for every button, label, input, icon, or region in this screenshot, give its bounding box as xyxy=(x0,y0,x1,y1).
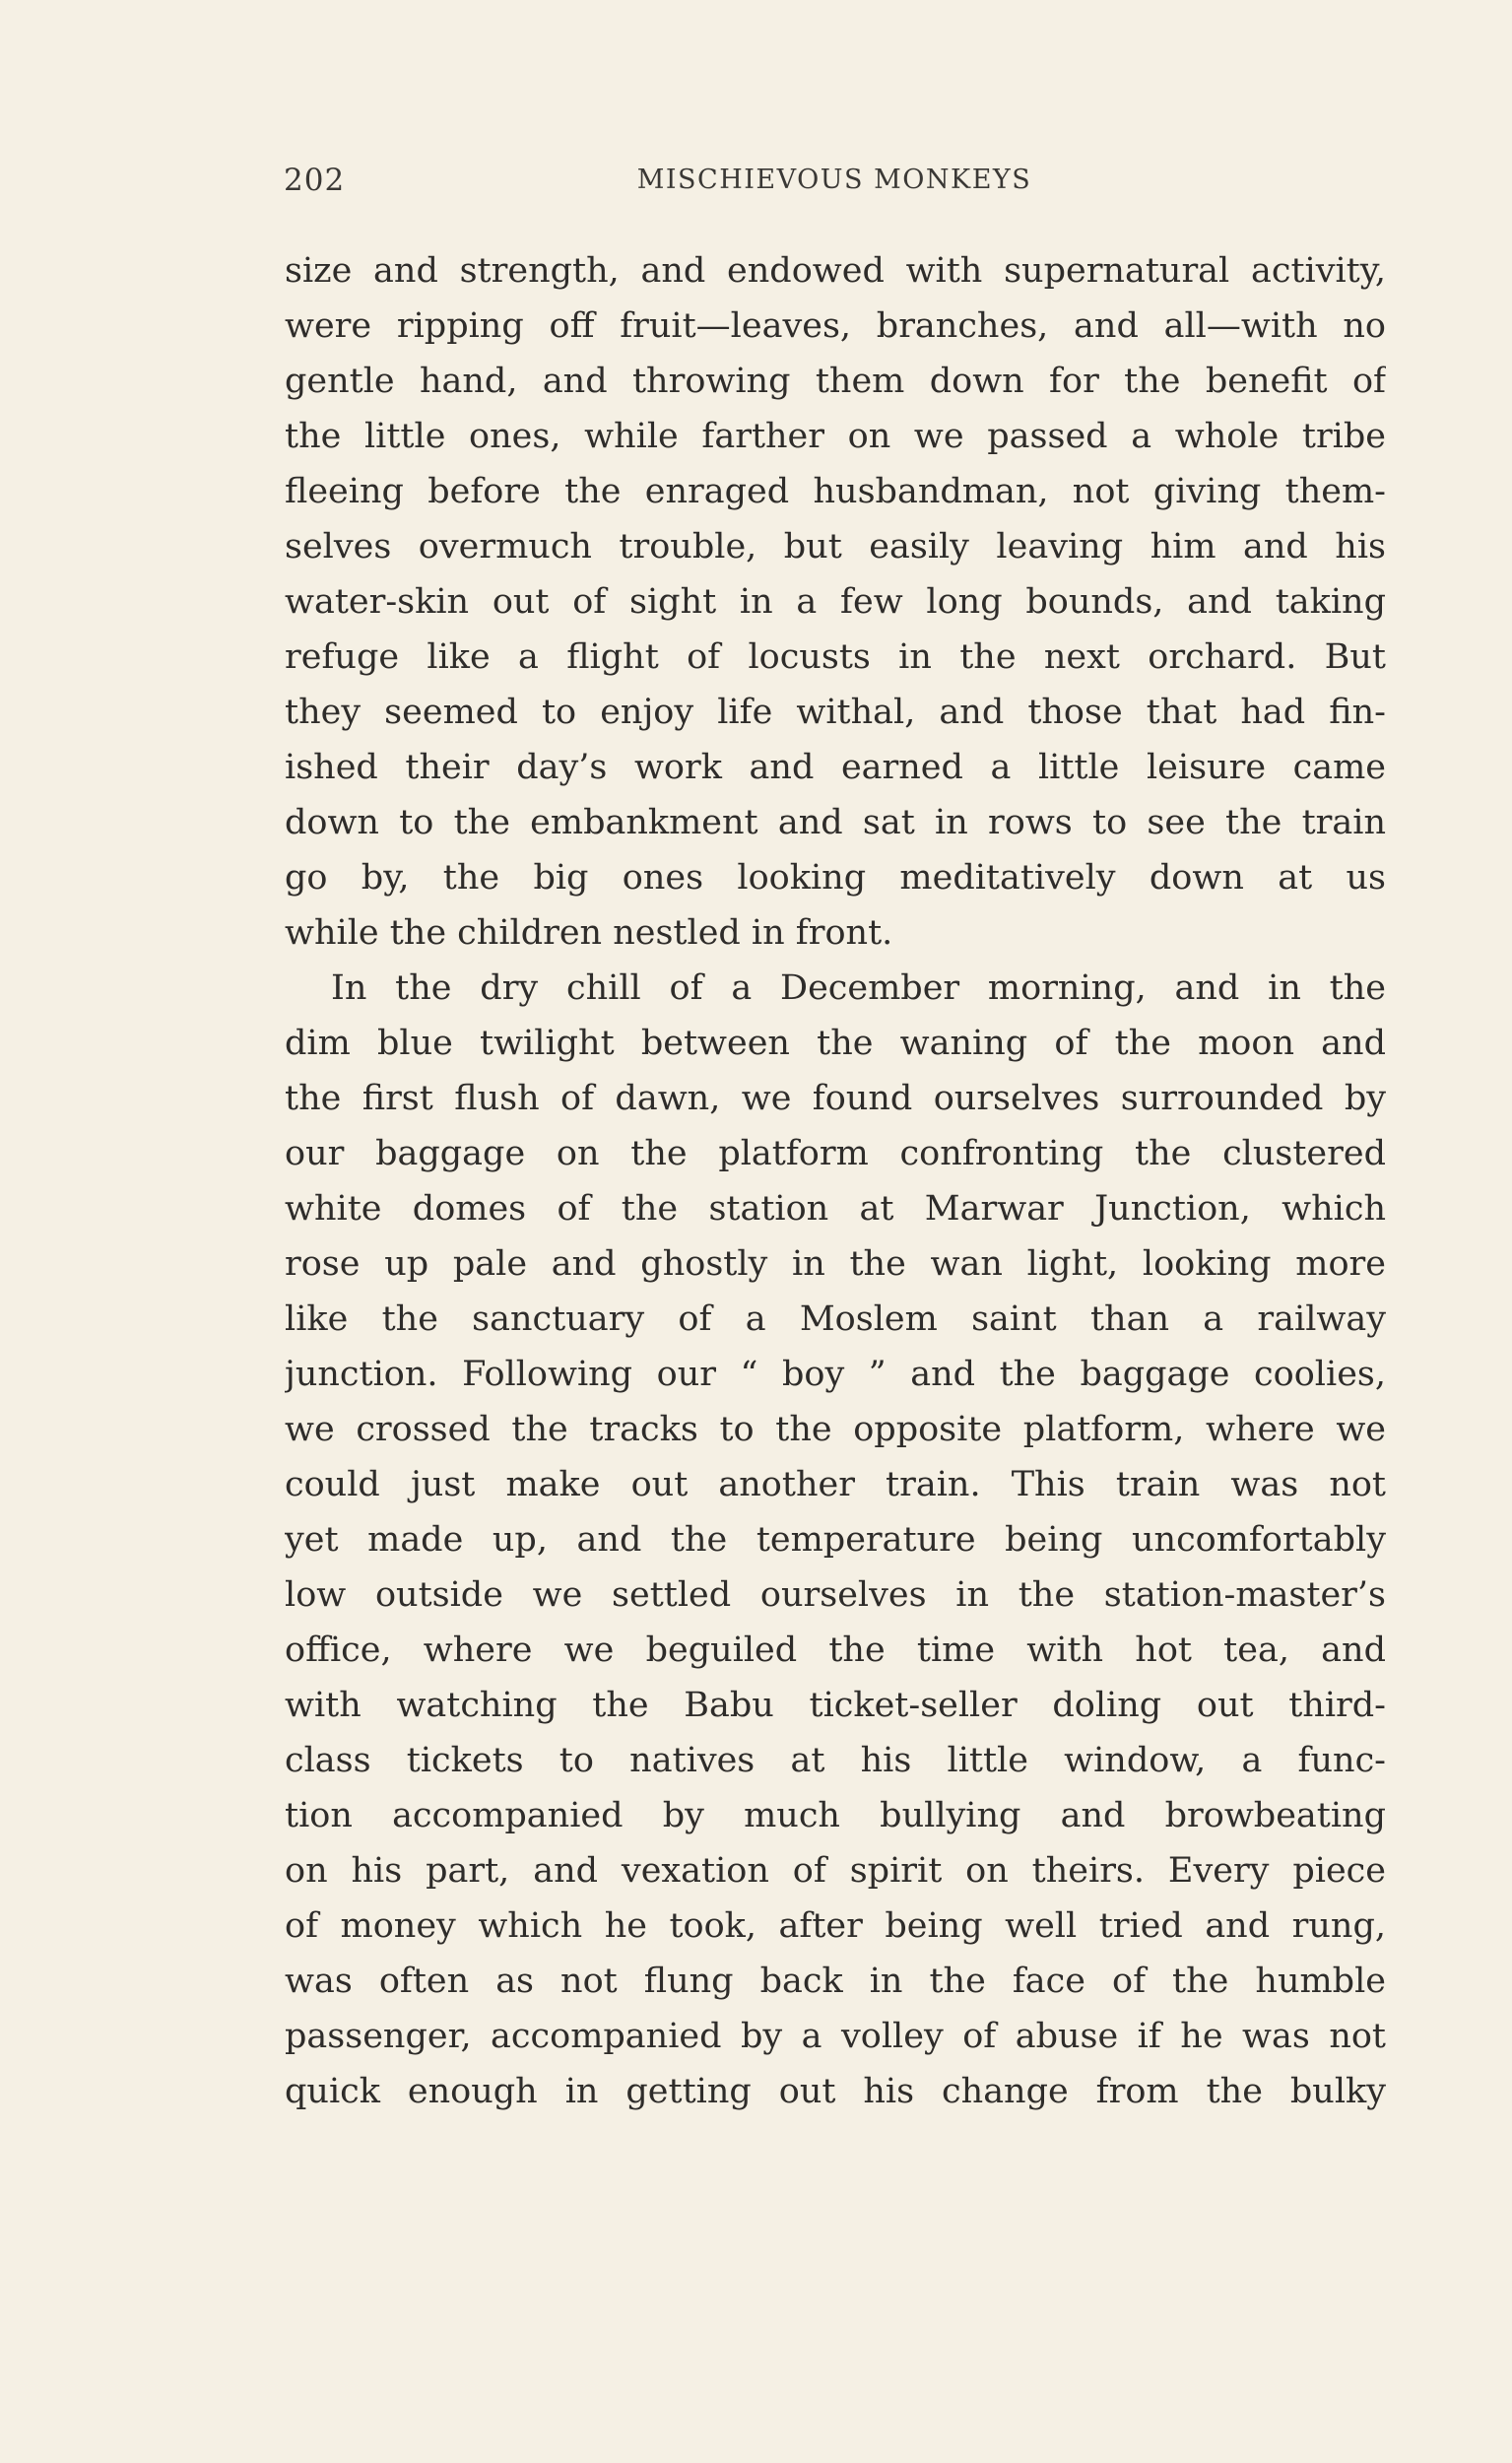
text-line: rose up pale and ghostly in the wan light, looking more xyxy=(285,1244,1386,1284)
text-line: dim blue twilight between the waning of the moon and xyxy=(285,1024,1386,1063)
text-line: of money which he took, after being well tried and rung, xyxy=(285,1906,1386,1946)
text-line: with watching the Babu ticket-seller doling out third- xyxy=(285,1686,1386,1725)
text-line: size and strength, and endowed with supernatural activity, xyxy=(285,251,1386,291)
text-line: white domes of the station at Marwar Junction, which xyxy=(285,1189,1386,1229)
text-line: selves overmuch trouble, but easily leaving him and his xyxy=(285,527,1386,566)
text-line: down to the embankment and sat in rows to see the train xyxy=(285,803,1386,842)
text-line: go by, the big ones looking meditatively down at us xyxy=(285,858,1386,898)
running-head xyxy=(284,163,1385,206)
text-line: we crossed the tracks to the opposite platform, where we xyxy=(285,1410,1386,1449)
text-line: water-skin out of sight in a few long bounds, and taking xyxy=(285,582,1386,622)
body-text xyxy=(285,243,1386,2119)
text-line: ished their day’s work and earned a little leisure came xyxy=(285,748,1386,787)
text-line: could just make out another train. This train was not xyxy=(285,1465,1386,1504)
text-line: gentle hand, and throwing them down for the benefit of xyxy=(285,362,1386,401)
paragraph-first-line: In the dry chill of a December morning, and in the xyxy=(331,968,1386,1008)
text-line: tion accompanied by much bullying and browbeating xyxy=(285,1796,1386,1835)
text-line: was often as not flung back in the face of the humble xyxy=(285,1962,1386,2001)
text-line: they seemed to enjoy life withal, and those that had fin- xyxy=(285,693,1386,732)
text-line: low outside we settled ourselves in the station-master’s xyxy=(285,1575,1386,1615)
running-title: MISCHIEVOUS MONKEYS xyxy=(636,165,1032,195)
text-line: class tickets to natives at his little window, a func- xyxy=(285,1741,1386,1780)
text-line: refuge like a flight of locusts in the next orchard. But xyxy=(285,637,1386,677)
text-line: on his part, and vexation of spirit on theirs. Every piece xyxy=(285,1851,1386,1891)
text-line: our baggage on the platform confronting the clustered xyxy=(285,1134,1386,1173)
text-line: junction. Following our “ boy ” and the baggage coolies, xyxy=(285,1355,1386,1394)
text-line: fleeing before the enraged husbandman, not giving them- xyxy=(285,472,1386,511)
text-line: the first flush of dawn, we found ourselves surrounded by xyxy=(285,1079,1386,1118)
paragraph-last-line: while the children nestled in front. xyxy=(285,913,893,953)
text-line: like the sanctuary of a Moslem saint than a railway xyxy=(285,1299,1386,1339)
text-line: quick enough in getting out his change from the bulky xyxy=(285,2072,1386,2111)
text-line: office, where we beguiled the time with hot tea, and xyxy=(285,1631,1386,1670)
text-line: passenger, accompanied by a volley of abuse if he was not xyxy=(285,2017,1386,2056)
text-line: were ripping off fruit—leaves, branches, and all—with no xyxy=(285,306,1386,346)
text-line: the little ones, while farther on we passed a whole tribe xyxy=(285,417,1386,456)
text-line: yet made up, and the temperature being uncomfortably xyxy=(285,1520,1386,1560)
page-number: 202 xyxy=(284,163,346,198)
